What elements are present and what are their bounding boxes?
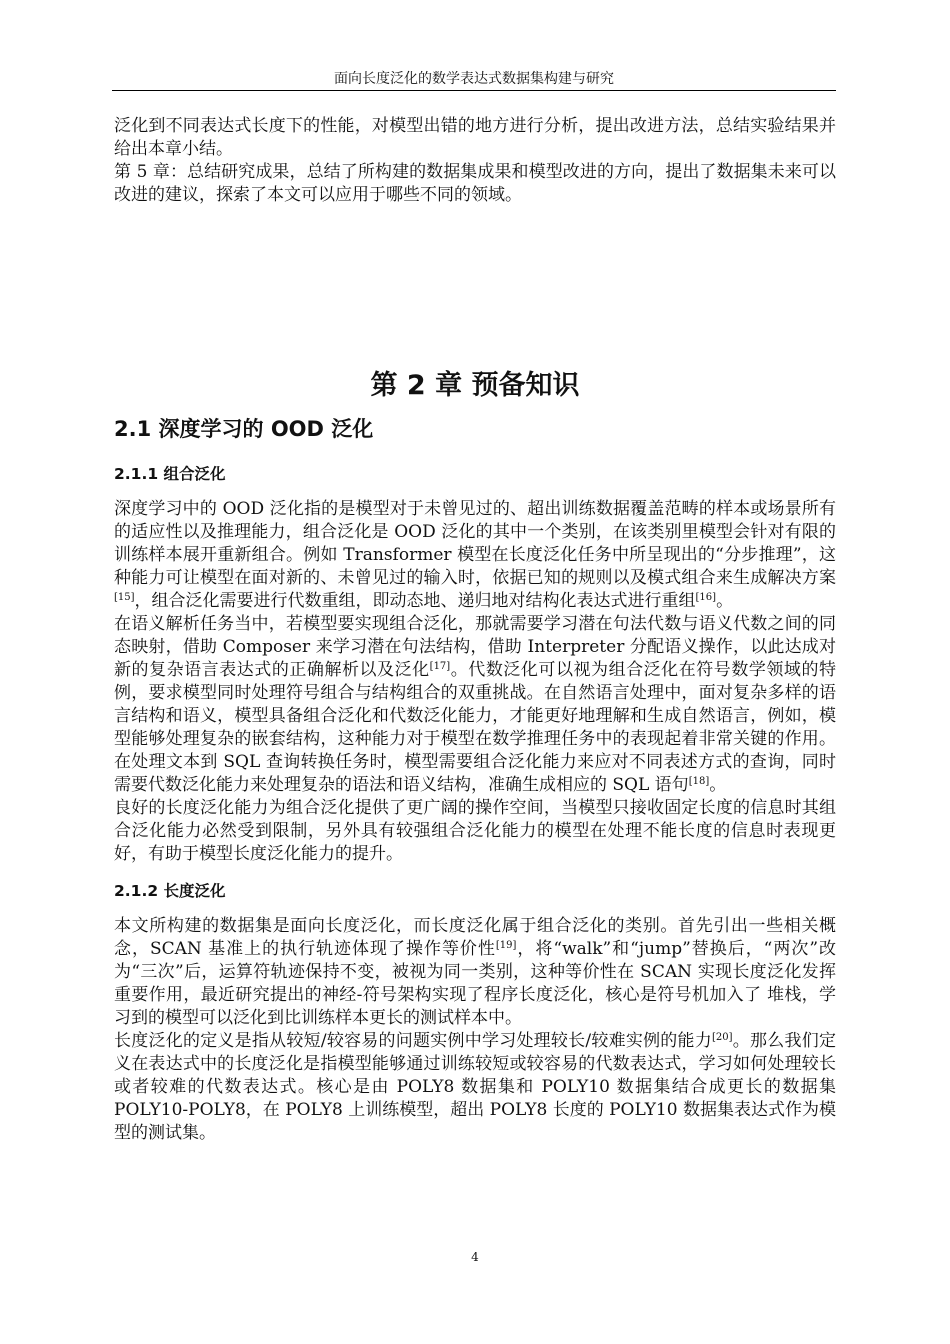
page-number: 4 bbox=[471, 1250, 479, 1264]
chapter-title: 第 2 章 预备知识 bbox=[370, 370, 580, 401]
body-paragraph: 良好的长度泛化能力为组合泛化提供了更广阔的操作空间，当模型只接收固定长度的信息时其组合泛化能力必然受到限制，另外具有较强组合泛化能力的模型在处理不能长度的信息时表现更好，有助于模型长度泛化能力的提升。 bbox=[114, 798, 836, 864]
citation: [20] bbox=[712, 1032, 733, 1043]
intro-paragraph-2: 第 5 章：总结研究成果，总结了所构建的数据集成果和模型改进的方向，提出了数据集未来可以改进的建议，探索了本文可以应用于哪些不同的领域。 bbox=[114, 162, 836, 205]
page-content bbox=[114, 115, 836, 1145]
section-title: 2.1 深度学习的 OOD 泛化 bbox=[114, 417, 374, 441]
subsection-title-2-1-1: 2.1.1 组合泛化 bbox=[114, 465, 226, 483]
body-paragraph: 在语义解析任务当中，若模型要实现组合泛化，那就需要学习潜在句法代数与语义代数之间的同态映射，借助 Composer 来学习潜在句法结构，借助 Interpreter 分配语义操作，以此达成对新的复杂语言表达式的正确解析以及泛化[17]。代数泛化可以视为组合泛化在符号数学领域的特例，要求模型同时处理符号组合与结构组合的双重挑战。在自然语言处理中，面对复杂多样的语言结构和语义，模型具备组合泛化和代数泛化能力，才能更好地理解和生成自然语言，例如，模型能够处理复杂的嵌套结构，这种能力对于模型在数学推理任务中的表现起着非常关键的作用。在处理文本到 SQL 查询转换任务时，模型需要组合泛化能力来应对不同表述方式的查询，同时需要代数泛化能力来处理复杂的语法和语义结构，准确生成相应的 SQL 语句[18]。 bbox=[114, 614, 837, 795]
citation: [17] bbox=[429, 661, 451, 672]
citation: [19] bbox=[495, 940, 517, 951]
citation: [15] bbox=[114, 592, 135, 603]
citation: [18] bbox=[688, 776, 710, 787]
body-paragraph: 本文所构建的数据集是面向长度泛化，而长度泛化属于组合泛化的类别。首先引出一些相关概念，SCAN 基准上的执行轨迹体现了操作等价性[19]，将“walk”和“jump”替换后，“两次”改为“三次”后，运算符轨迹保持不变，被视为同一类别，这种等价性在 SCAN 实现长度泛化发挥重要作用，最近研究提出的神经-符号架构实现了程序长度泛化，核心是符号机加入了 堆栈，学习到的模型可以泛化到比训练样本更长的测试样本中。 bbox=[114, 916, 836, 1028]
intro-paragraph-1: 泛化到不同表达式长度下的性能，对模型出错的地方进行分析，提出改进方法，总结实验结果并给出本章小结。 bbox=[114, 116, 836, 159]
running-header: 面向长度泛化的数学表达式数据集构建与研究 bbox=[112, 70, 836, 91]
body-paragraph: 长度泛化的定义是指从较短/较容易的问题实例中学习处理较长/较难实例的能力[20]。那么我们定义在表达式中的长度泛化是指模型能够通过训练较短或较容易的代数表达式，学习如何处理较长或者较难的代数表达式。核心是由 POLY8 数据集和 POLY10 数据集结合成更长的数据集 POLY10-POLY8，在 POLY8 上训练模型，超出 POLY8 长度的 POLY10 数据集表达式作为模型的测试集。 bbox=[114, 1031, 836, 1143]
citation: [16] bbox=[695, 592, 717, 603]
body-paragraph: 深度学习中的 OOD 泛化指的是模型对于未曾见过的、超出训练数据覆盖范畴的样本或场景所有的适应性以及推理能力，组合泛化是 OOD 泛化的其中一个类别，在该类别里模型会针对有限的训练样本展开重新组合。例如 Transformer 模型在长度泛化任务中所呈现出的“分步推理”，这种能力可让模型在面对新的、未曾见过的输入时，依据已知的规则以及模式组合来生成解决方案[15]，组合泛化需要进行代数重组，即动态地、递归地对结构化表达式进行重组[16]。 bbox=[114, 499, 836, 611]
subsection-title-2-1-2: 2.1.2 长度泛化 bbox=[114, 882, 226, 900]
